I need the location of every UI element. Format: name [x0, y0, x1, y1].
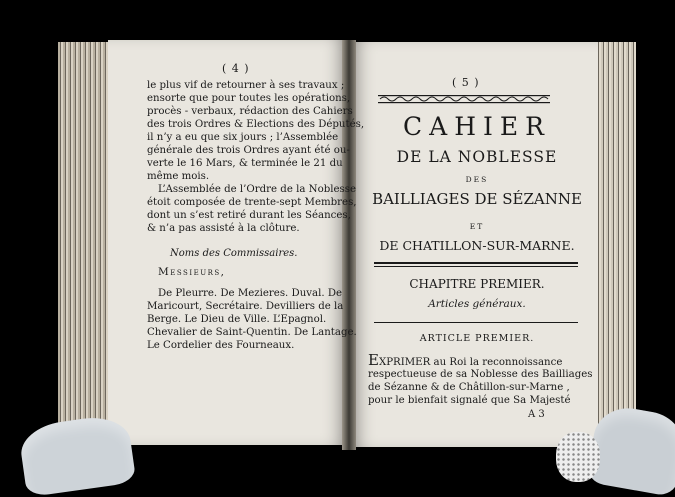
text-line: respectueuse de sa Noblesse des Bailliages [368, 369, 593, 380]
text-line: L’Assemblée de l’Ordre de la Noblesse [158, 184, 357, 195]
title-bailliages: BAILLIAGES DE SÉZANNE [372, 190, 582, 208]
title-chatillon: DE CHATILLON-SUR-MARNE. [379, 238, 575, 253]
ornament-band [378, 92, 550, 106]
text-line: dont un s’est retiré durant les Séances, [147, 210, 351, 221]
title-noblesse: DE LA NOBLESSE [396, 148, 558, 166]
text-line: Berge. Le Dieu de Ville. L’Epagnol. [147, 314, 327, 325]
text-line: ensorte que pour toutes les opérations, [147, 93, 351, 104]
title-et: ET [469, 222, 485, 231]
text-line: procès - verbaux, rédaction des Cahiers [147, 106, 353, 117]
articles-subheading: Articles généraux. [428, 298, 526, 310]
right-page-number: ( 5 ) [452, 76, 480, 89]
text-line: pour le bienfait signalé que Sa Majesté [368, 395, 571, 406]
text-line: de Sézanne & de Châtillon-sur-Marne , [368, 382, 570, 393]
rule-article [374, 322, 578, 323]
page-edges-left [58, 42, 108, 442]
catchword: A 3 [528, 409, 545, 420]
text-line: même mois. [147, 171, 210, 182]
left-gloved-hand [18, 413, 137, 497]
text-line: le plus vif de retourner à ses travaux ; [147, 80, 345, 91]
text-line: De Pleurre. De Mezieres. Duval. De [158, 288, 343, 299]
rule-thick [374, 262, 578, 264]
chapter-heading: CHAPITRE PREMIER. [409, 277, 545, 291]
title-cahier: CAHIER [403, 112, 551, 141]
text-line: & n’a pas assisté à la clôture. [147, 223, 300, 234]
drop-cap: E [368, 351, 379, 369]
dotted-glove [556, 432, 600, 482]
messieurs-heading: Messieurs, [158, 266, 226, 278]
commissaires-heading: Noms des Commissaires. [170, 248, 298, 259]
text-line: il n’y a eu que six jours ; l’Assemblée [147, 132, 339, 143]
text-line [368, 351, 563, 369]
text-line: des trois Ordres & Elections des Députés, [147, 119, 365, 130]
text-line: Chevalier de Saint-Quentin. De Lantage. [147, 327, 357, 338]
page-edges-right [596, 42, 636, 442]
left-page-number: ( 4 ) [222, 62, 250, 75]
rule-thin [374, 266, 578, 267]
text-line: générale des trois Ordres ayant été ou- [147, 145, 350, 156]
text-line: Le Cordelier des Fourneaux. [147, 340, 295, 351]
article-heading: ARTICLE PREMIER. [419, 333, 535, 344]
title-des: DES [465, 175, 489, 184]
text-line: Maricourt, Secrétaire. Devilliers de la [147, 301, 344, 312]
text-span: XPRIMER au Roi la reconnoissance [378, 357, 563, 368]
text-line: verte le 16 Mars, & terminée le 21 du [147, 158, 343, 169]
text-line: étoit composée de trente-sept Membres, [147, 197, 357, 208]
